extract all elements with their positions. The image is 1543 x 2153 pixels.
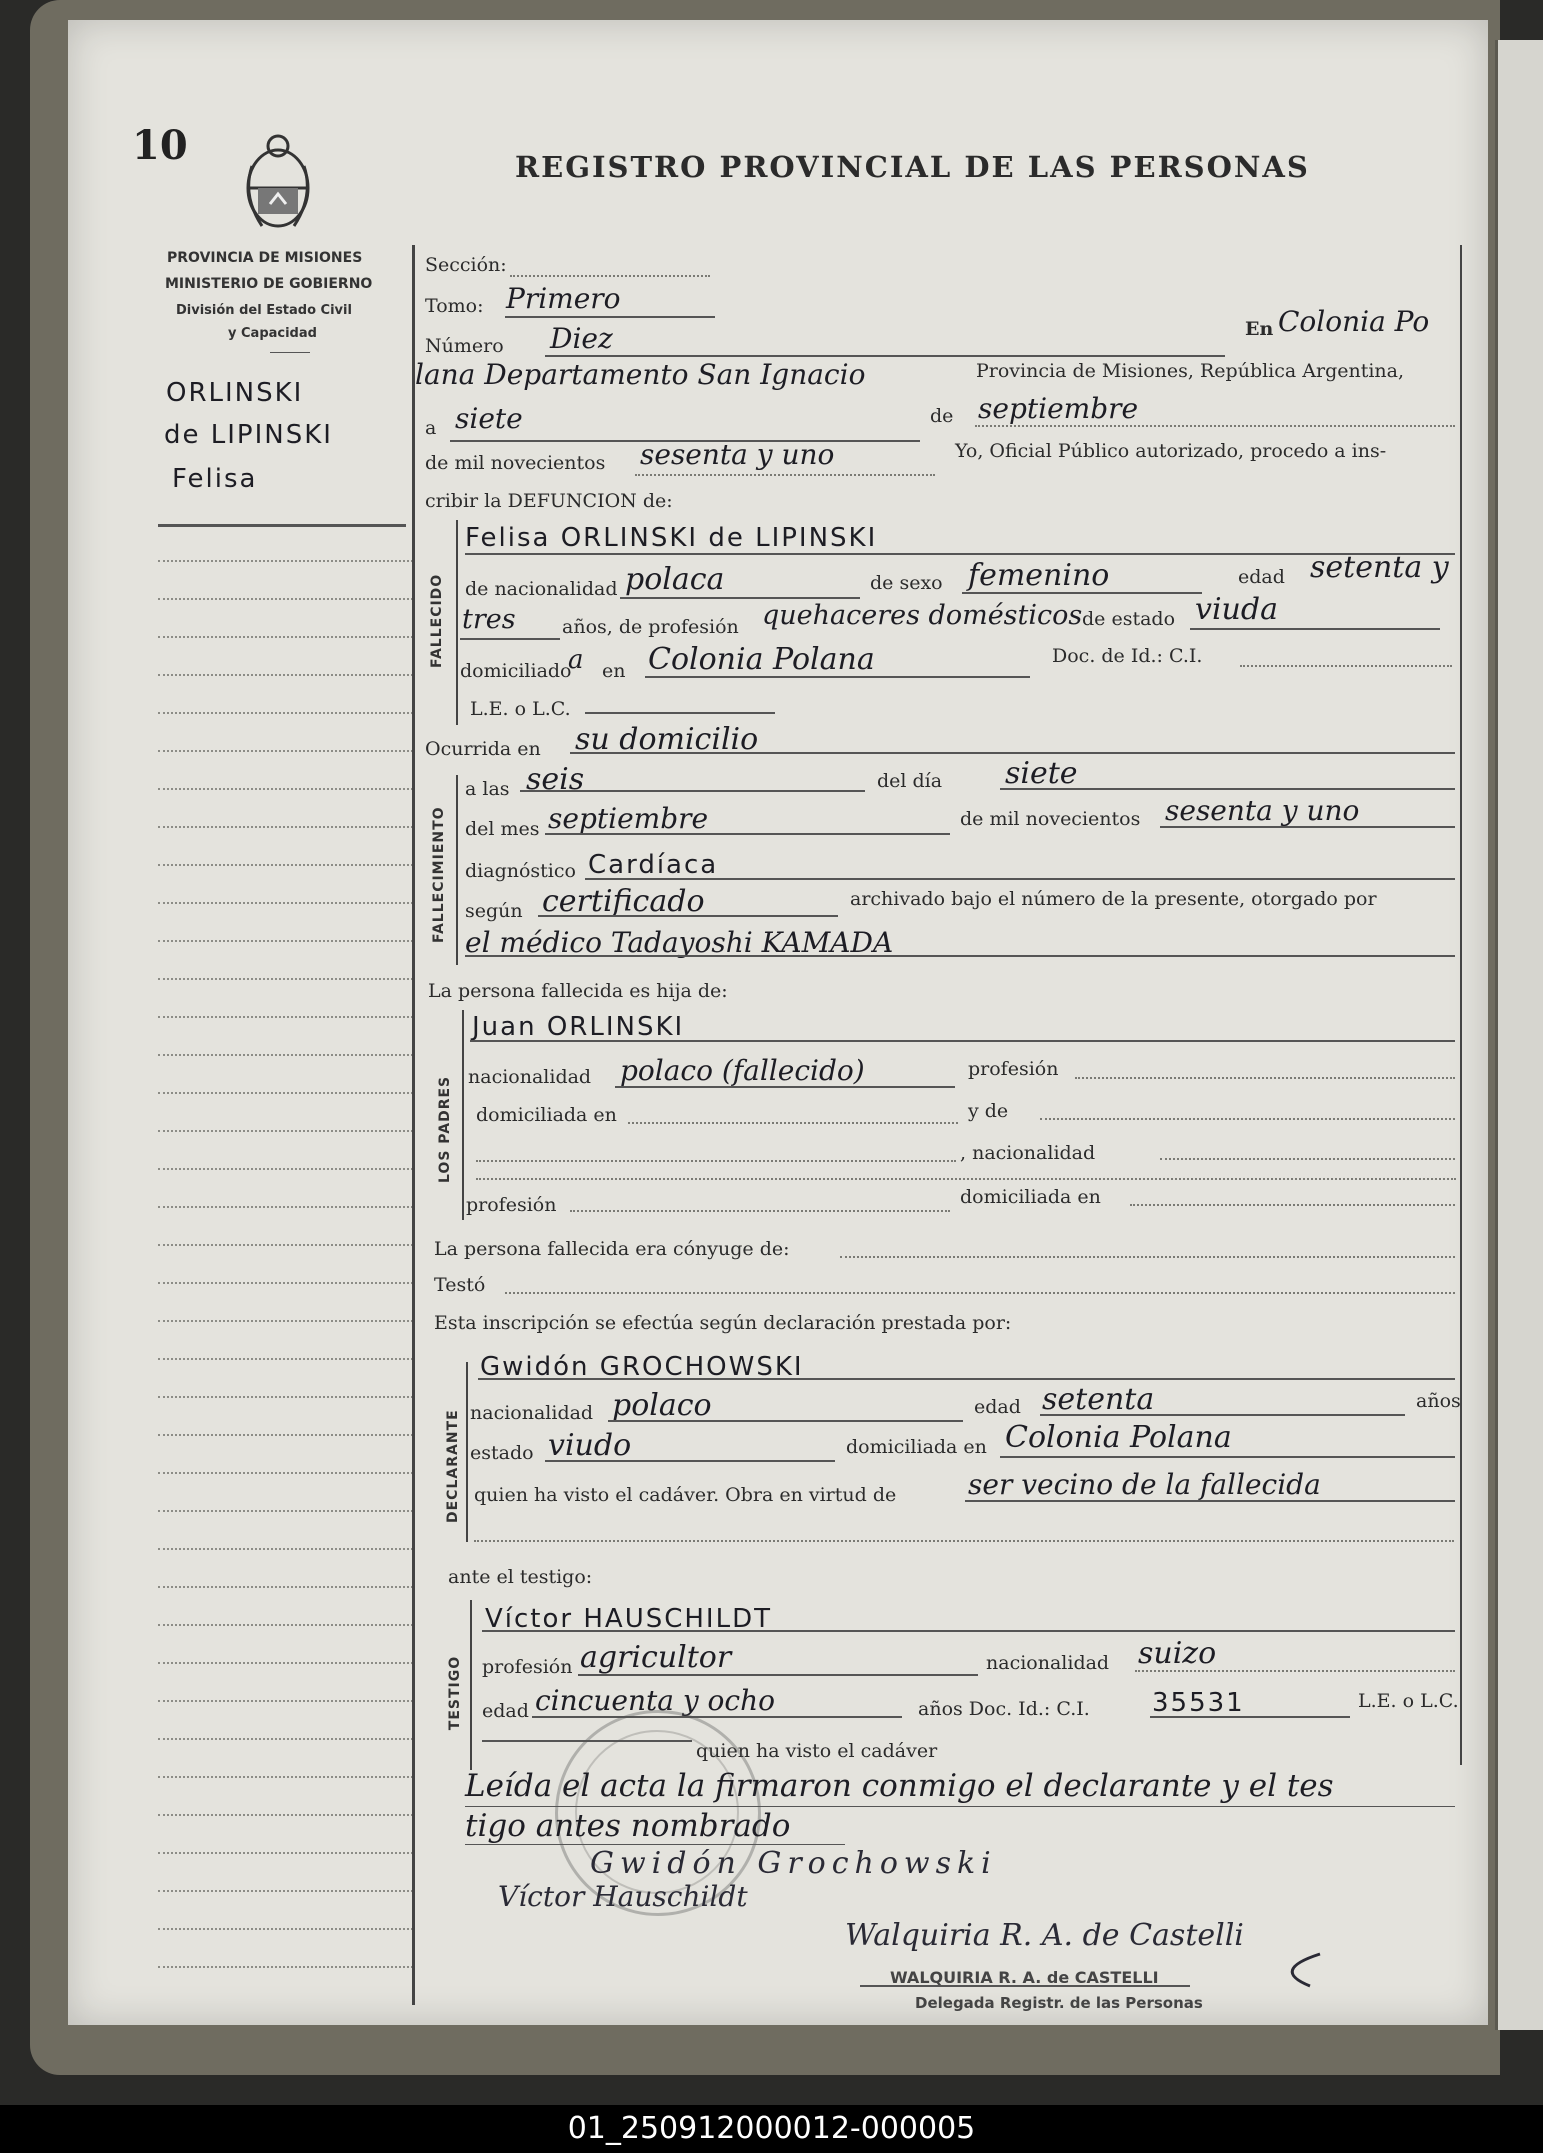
- testigo-edad-line: [532, 1716, 902, 1718]
- declarante-nacionalidad-line: [608, 1420, 963, 1422]
- hija-de-label: La persona fallecida es hija de:: [428, 980, 728, 1002]
- oficial-printed-name: WALQUIRIA R. A. de CASTELLI: [890, 1968, 1159, 1987]
- institution-line-4: y Capacidad: [228, 326, 317, 341]
- estado-value: viuda: [1195, 592, 1278, 627]
- margin-ruled-line: [158, 1396, 413, 1398]
- fallecido-name: Felisa ORLINSKI de LIPINSKI: [465, 523, 878, 553]
- testigo-intro-label: ante el testigo:: [448, 1566, 593, 1588]
- margin-ruled-line: [158, 1662, 413, 1664]
- margin-surname: ORLINSKI: [166, 378, 304, 408]
- domiciliado-label: domiciliado: [460, 660, 572, 682]
- declarante-nacionalidad-value: polaco: [612, 1388, 712, 1423]
- margin-ruled-line: [158, 1282, 413, 1284]
- margin-ruled-line: [158, 940, 413, 942]
- margin-ruled-line: [158, 902, 413, 904]
- institution-line-1: PROVINCIA DE MISIONES: [167, 250, 363, 266]
- margin-married-name: de LIPINSKI: [164, 420, 333, 450]
- institution-line-3: División del Estado Civil: [176, 303, 352, 318]
- margin-ruled-line: [158, 598, 413, 600]
- testigo-profesion-value: agricultor: [580, 1640, 732, 1675]
- margin-ruled-line: [158, 978, 413, 980]
- margin-ruled-line: [158, 1510, 413, 1512]
- madre-nacionalidad-line: [1160, 1158, 1455, 1160]
- margin-ruled-line: [158, 636, 413, 638]
- hora-value: seis: [526, 762, 585, 797]
- edad-label: edad: [1238, 566, 1285, 588]
- margin-ruled-line: [158, 826, 413, 828]
- inscribir-text: cribir la DEFUNCION de:: [425, 490, 673, 512]
- fallecido-section-label: FALLECIDO: [429, 573, 445, 668]
- testigo-edad-label: edad: [482, 1700, 529, 1722]
- domiciliado-suffix: a: [568, 645, 584, 675]
- anio-value: sesenta y uno: [1165, 794, 1360, 827]
- testigo-anos-doc-label: años Doc. Id.: C.I.: [918, 1698, 1090, 1720]
- madre-line-2: [476, 1160, 956, 1162]
- margin-ruled-line: [158, 1016, 413, 1018]
- testigo-profesion-label: profesión: [482, 1656, 573, 1678]
- declarante-domiciliada-label: domiciliada en: [846, 1436, 987, 1458]
- nacionalidad-value: polaca: [625, 562, 725, 597]
- mil-novecientos-label: de mil novecientos: [960, 808, 1141, 830]
- declarante-edad-line: [1040, 1414, 1405, 1416]
- testigo-profesion-line: [578, 1674, 978, 1676]
- testigo-ci-value: 35531: [1152, 1688, 1245, 1718]
- madre-line: [1040, 1118, 1455, 1120]
- mil-label: de mil novecientos: [425, 452, 606, 474]
- padre-nacionalidad-line: [615, 1086, 955, 1088]
- year-value: sesenta y uno: [640, 438, 835, 471]
- margin-ruled-line: [158, 864, 413, 866]
- margin-ruled-line: [158, 1054, 413, 1056]
- ocurrida-label: Ocurrida en: [425, 738, 541, 760]
- conyuge-line: [840, 1256, 1455, 1258]
- medico-value: el médico Tadayoshi KAMADA: [465, 926, 894, 959]
- y-de-label: y de: [968, 1100, 1009, 1122]
- padre-profesion-label: profesión: [968, 1058, 1059, 1080]
- segun-line: [538, 915, 838, 917]
- le-label: L.E. o L.C.: [470, 698, 571, 720]
- margin-ruled-line: [158, 788, 413, 790]
- month-line: [975, 425, 1455, 427]
- margin-ruled-line: [158, 1890, 413, 1892]
- scan-footer-bar: [0, 2105, 1543, 2153]
- margin-name-underline: [158, 524, 406, 527]
- signature-flourish-icon: [1260, 1950, 1330, 1990]
- declarante-domicilio-line: [1000, 1456, 1455, 1458]
- seccion-line: [510, 275, 710, 277]
- profesion-value: quehaceres domésticos: [762, 600, 1083, 631]
- segun-value: certificado: [542, 884, 705, 919]
- oficial-printed-underline: [860, 1985, 1190, 1987]
- margin-ruled-line: [158, 560, 413, 562]
- testigo-section-label: TESTIGO: [447, 1655, 463, 1731]
- tomo-line: [505, 316, 715, 318]
- declarante-edad-value: setenta: [1042, 1382, 1155, 1417]
- margin-ruled-line: [158, 1548, 413, 1550]
- padres-section-label: LOS PADRES: [437, 1075, 453, 1183]
- en-label: En: [1245, 318, 1274, 340]
- le-line: [585, 712, 775, 714]
- testigo-nacionalidad-label: nacionalidad: [986, 1652, 1110, 1674]
- form-left-border: [412, 245, 415, 2005]
- place-value: Colonia Po: [1278, 305, 1430, 338]
- margin-ruled-line: [158, 1738, 413, 1740]
- anio-line: [1160, 826, 1455, 828]
- margin-ruled-line: [158, 1472, 413, 1474]
- testigo-le-label: L.E. o L.C.: [1358, 1690, 1459, 1712]
- margin-ruled-line: [158, 1358, 413, 1360]
- padre-nacionalidad-value: polaco (fallecido): [620, 1054, 865, 1087]
- declarante-extra-line: [474, 1540, 1454, 1542]
- testigo-nacionalidad-line: [1135, 1670, 1455, 1672]
- declarante-domicilio-value: Colonia Polana: [1005, 1420, 1232, 1455]
- margin-ruled-line: [158, 1168, 413, 1170]
- closing-line-2: tigo antes nombrado: [465, 1808, 791, 1844]
- nacionalidad-label: de nacionalidad: [465, 578, 618, 600]
- margin-ruled-line: [158, 1624, 413, 1626]
- fallecido-bracket: [456, 520, 458, 725]
- institution-line-2: MINISTERIO DE GOBIERNO: [165, 276, 373, 292]
- declarante-estado-value: viudo: [548, 1428, 632, 1463]
- testo-label: Testó: [434, 1274, 486, 1296]
- declarante-quien-label: quien ha visto el cadáver. Obra en virtud de: [474, 1484, 897, 1506]
- diagnostico-label: diagnóstico: [465, 860, 576, 882]
- margin-ruled-line: [158, 1966, 413, 1968]
- tomo-label: Tomo:: [425, 295, 484, 317]
- margin-ruled-line: [158, 1092, 413, 1094]
- edad-value: setenta y: [1310, 550, 1449, 585]
- register-page: [68, 20, 1488, 2025]
- sexo-label: de sexo: [870, 572, 943, 594]
- declarante-estado-line: [545, 1460, 835, 1462]
- seccion-label: Sección:: [425, 254, 507, 276]
- declarante-estado-label: estado: [470, 1442, 534, 1464]
- numero-line: [545, 355, 1225, 357]
- anos-profesion-label: años, de profesión: [562, 616, 739, 638]
- a-las-label: a las: [465, 778, 510, 800]
- day-value: siete: [455, 402, 523, 435]
- madre-line-3: [476, 1178, 1456, 1180]
- padre-profesion-line: [1075, 1077, 1455, 1079]
- declarante-anos-label: años: [1416, 1390, 1461, 1412]
- declarante-bracket: [466, 1362, 468, 1542]
- closing-underline-2: [465, 1844, 845, 1845]
- margin-ruled-line: [158, 1814, 413, 1816]
- inscripcion-label: Esta inscripción se efectúa según declaración prestada por:: [434, 1312, 1012, 1334]
- year-line: [635, 474, 935, 476]
- margin-ruled-line: [158, 1928, 413, 1930]
- margin-ruled-line: [158, 1586, 413, 1588]
- oficial-signature: Walquiria R. A. de Castelli: [845, 1918, 1244, 1953]
- doc-line: [1240, 665, 1452, 667]
- edad-value-cont: tres: [462, 604, 516, 635]
- mes-line: [545, 833, 950, 835]
- margin-ruled-line: [158, 674, 413, 676]
- margin-ruled-line: [158, 1434, 413, 1436]
- testo-line: [505, 1292, 1455, 1294]
- page-title: REGISTRO PROVINCIAL DE LAS PERSONAS: [515, 150, 1310, 184]
- declarante-virtud-value: ser vecino de la fallecida: [968, 1468, 1321, 1501]
- doc-label: Doc. de Id.: C.I.: [1052, 645, 1203, 667]
- edad-line: [460, 638, 560, 640]
- nacionalidad-line: [620, 597, 860, 599]
- del-mes-label: del mes: [465, 818, 540, 840]
- diagnostico-line: [585, 878, 1455, 880]
- madre-domiciliada-label: domiciliada en: [960, 1186, 1101, 1208]
- hora-line: [520, 790, 865, 792]
- de-label: de: [930, 405, 954, 427]
- numero-value: Diez: [550, 322, 613, 355]
- institution-underline: [270, 352, 310, 353]
- testigo-edad-value: cincuenta y ocho: [535, 1684, 775, 1717]
- oficial-text: Yo, Oficial Público autorizado, procedo a ins-: [955, 440, 1387, 462]
- margin-ruled-line: [158, 1130, 413, 1132]
- estado-line: [1190, 628, 1440, 630]
- padres-bracket: [462, 1010, 464, 1220]
- oficial-title: Delegada Registr. de las Personas: [915, 1994, 1203, 2012]
- a-label: a: [425, 417, 437, 439]
- conyuge-label: La persona fallecida era cónyuge de:: [434, 1238, 790, 1260]
- adjacent-page-edge: [1495, 40, 1543, 2030]
- padre-line: [470, 1040, 1455, 1042]
- coat-of-arms-icon: [238, 126, 318, 236]
- margin-ruled-line: [158, 1852, 413, 1854]
- margin-ruled-line: [158, 1244, 413, 1246]
- margin-ruled-line: [158, 1700, 413, 1702]
- declarante-edad-label: edad: [974, 1396, 1021, 1418]
- sexo-line: [962, 592, 1202, 594]
- ocurrida-value: su domicilio: [575, 722, 759, 757]
- testigo-name-line: [482, 1630, 1455, 1632]
- domicilio-line: [645, 676, 1030, 678]
- padre-nacionalidad-label: nacionalidad: [468, 1066, 592, 1088]
- testigo-name: Víctor HAUSCHILDT: [485, 1604, 772, 1634]
- declarante-nacionalidad-label: nacionalidad: [470, 1402, 594, 1424]
- estado-label: de estado: [1082, 608, 1176, 630]
- fallecimiento-section-label: FALLECIMIENTO: [431, 806, 447, 943]
- madre-profesion-line: [570, 1210, 950, 1212]
- testigo-signature: Víctor Hauschildt: [498, 1880, 748, 1913]
- numero-label: Número: [425, 335, 504, 357]
- archivado-text: archivado bajo el número de la presente, otorgado por: [850, 888, 1377, 910]
- mes-value: septiembre: [548, 802, 709, 835]
- place-continuation: lana Departamento San Ignacio: [415, 358, 866, 391]
- fallecido-name-line: [465, 553, 1455, 555]
- margin-ruled-line: [158, 1320, 413, 1322]
- declarante-name: Gwidón GROCHOWSKI: [480, 1352, 804, 1382]
- testigo-nacionalidad-value: suizo: [1138, 1636, 1217, 1671]
- del-dia-label: del día: [877, 770, 943, 792]
- provincia-text: Provincia de Misiones, República Argentina,: [976, 360, 1405, 382]
- declarante-section-label: DECLARANTE: [445, 1409, 461, 1523]
- medico-line: [465, 955, 1455, 957]
- page-number: 10: [132, 122, 188, 169]
- diagnostico-value: Cardíaca: [588, 850, 719, 880]
- month-value: septiembre: [978, 392, 1139, 425]
- madre-profesion-label: profesión: [466, 1194, 557, 1216]
- madre-domiciliada-line: [1130, 1204, 1455, 1206]
- domicilio-value: Colonia Polana: [648, 642, 875, 677]
- testigo-bracket: [470, 1600, 472, 1770]
- margin-ruled-line: [158, 750, 413, 752]
- padre-domiciliada-line: [628, 1122, 958, 1124]
- margin-given-name: Felisa: [172, 464, 258, 494]
- madre-nacionalidad-label: , nacionalidad: [960, 1142, 1096, 1164]
- form-right-border: [1460, 245, 1462, 1765]
- scan-file-id: 01_250912000012-000005: [567, 2111, 976, 2146]
- margin-ruled-line: [158, 1776, 413, 1778]
- dia-line: [1000, 788, 1455, 790]
- segun-label: según: [465, 900, 523, 922]
- declarante-signature: Gwidón Grochowski: [590, 1846, 997, 1881]
- margin-ruled-line: [158, 1206, 413, 1208]
- testigo-ci-line: [1150, 1716, 1350, 1718]
- declarante-virtud-line: [965, 1500, 1455, 1502]
- margin-ruled-line: [158, 712, 413, 714]
- ocurrida-line: [570, 752, 1455, 754]
- fallecimiento-bracket: [456, 775, 458, 965]
- padre-domiciliada-label: domiciliada en: [476, 1104, 617, 1126]
- declarante-name-line: [478, 1378, 1455, 1380]
- dia-value: siete: [1005, 756, 1078, 791]
- closing-underline-1: [465, 1806, 1455, 1807]
- tomo-value: Primero: [506, 282, 621, 315]
- closing-line-1: Leída el acta la firmaron conmigo el declarante y el tes: [465, 1768, 1334, 1804]
- domicilio-en-label: en: [602, 660, 626, 682]
- padre-name: Juan ORLINSKI: [472, 1012, 685, 1042]
- testigo-quien-label: quien ha visto el cadáver: [696, 1740, 938, 1762]
- sexo-value: femenino: [968, 558, 1110, 593]
